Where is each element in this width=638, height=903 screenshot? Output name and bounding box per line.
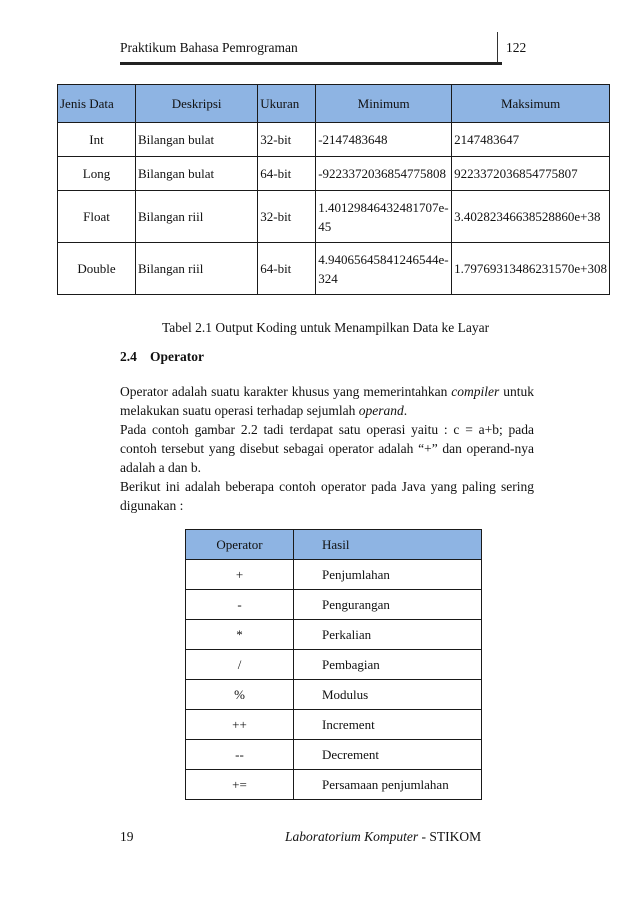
table-cell: /: [186, 650, 294, 680]
paragraph: [120, 382, 534, 420]
section-heading: [120, 349, 204, 365]
table-row: [186, 650, 482, 680]
table-cell: 3.40282346638528860e+38: [452, 191, 610, 243]
column-header: Maksimum: [452, 85, 610, 123]
data-types-table: [57, 84, 610, 295]
table-cell: ++: [186, 710, 294, 740]
table-cell: 2147483647: [452, 123, 610, 157]
paragraph-text: Operator adalah suatu karakter khusus yang memerintahkan: [120, 384, 452, 399]
table-cell: Int: [58, 123, 136, 157]
table-cell: 32-bit: [258, 123, 316, 157]
column-header: Deskripsi: [135, 85, 257, 123]
table-cell: Modulus: [294, 680, 482, 710]
table-row: [186, 560, 482, 590]
table-header-row: [186, 530, 482, 560]
table-row: [186, 710, 482, 740]
table-cell: Pembagian: [294, 650, 482, 680]
table-cell: Long: [58, 157, 136, 191]
table-caption: Tabel 2.1 Output Koding untuk Menampilkan Data ke Layar: [162, 320, 490, 335]
paragraph-italic: operand: [358, 403, 404, 418]
footer-lab: [285, 829, 481, 845]
column-header: Operator: [186, 530, 294, 560]
table-cell: Perkalian: [294, 620, 482, 650]
table-cell: +: [186, 560, 294, 590]
header-page-number: 122: [506, 40, 527, 55]
column-header: Jenis Data: [58, 85, 136, 123]
operators-table: [185, 529, 482, 800]
footer-separator: -: [418, 829, 430, 844]
table-cell: Increment: [294, 710, 482, 740]
table-row: [186, 680, 482, 710]
table-row: [186, 770, 482, 800]
footer-lab-name: Laboratorium Komputer: [285, 829, 419, 844]
column-header: Ukuran: [258, 85, 316, 123]
table-row: [58, 123, 610, 157]
table-cell: 9223372036854775807: [452, 157, 610, 191]
table-cell: Bilangan bulat: [135, 157, 257, 191]
paragraph: Pada contoh gambar 2.2 tadi terdapat satu operasi yaitu : c = a+b; pada contoh tersebut yang disebut sebagai operator adalah “+” dan operand-nya adalah a dan b.: [120, 422, 534, 475]
table-cell: *: [186, 620, 294, 650]
table-cell: 1.40129846432481707e-45: [316, 191, 452, 243]
table-row: [58, 157, 610, 191]
table-row: [186, 590, 482, 620]
table-cell: Bilangan riil: [135, 243, 257, 295]
footer-org: STIKOM: [429, 829, 482, 844]
header-divider: [497, 32, 498, 64]
table-cell: 64-bit: [258, 157, 316, 191]
table-cell: Float: [58, 191, 136, 243]
table-cell: 4.94065645841246544e-324: [316, 243, 452, 295]
table-cell: Pengurangan: [294, 590, 482, 620]
table-cell: Persamaan penjumlahan: [294, 770, 482, 800]
footer-page-number: 19: [120, 829, 134, 844]
paragraph: Berikut ini adalah beberapa contoh operator pada Java yang paling sering digunakan :: [120, 479, 534, 513]
table-cell: -: [186, 590, 294, 620]
header-title: Praktikum Bahasa Pemrograman: [120, 40, 298, 55]
table-cell: Bilangan riil: [135, 191, 257, 243]
table-cell: --: [186, 740, 294, 770]
table-cell: -9223372036854775808: [316, 157, 452, 191]
paragraph-text: untuk melakukan suatu operasi terhadap sejumlah: [120, 384, 534, 418]
table-row: [186, 620, 482, 650]
table-row: [58, 243, 610, 295]
table-header-row: [58, 85, 610, 123]
table-row: [58, 191, 610, 243]
paragraph-text: .: [403, 403, 408, 418]
table-row: [186, 740, 482, 770]
table-cell: Penjumlahan: [294, 560, 482, 590]
table-cell: +=: [186, 770, 294, 800]
section-number: 2.4: [120, 349, 137, 364]
page-header: [120, 28, 534, 64]
table-cell: -2147483648: [316, 123, 452, 157]
paragraph-italic: compiler: [451, 384, 500, 399]
table-cell: Double: [58, 243, 136, 295]
section-title: Operator: [150, 349, 204, 364]
table-cell: 1.79769313486231570e+308: [452, 243, 610, 295]
column-header: Minimum: [316, 85, 452, 123]
body-text: [120, 382, 534, 515]
header-rule: [120, 62, 502, 65]
column-header: Hasil: [294, 530, 482, 560]
table-cell: 64-bit: [258, 243, 316, 295]
table-cell: 32-bit: [258, 191, 316, 243]
table-cell: Decrement: [294, 740, 482, 770]
table-cell: Bilangan bulat: [135, 123, 257, 157]
table-cell: %: [186, 680, 294, 710]
